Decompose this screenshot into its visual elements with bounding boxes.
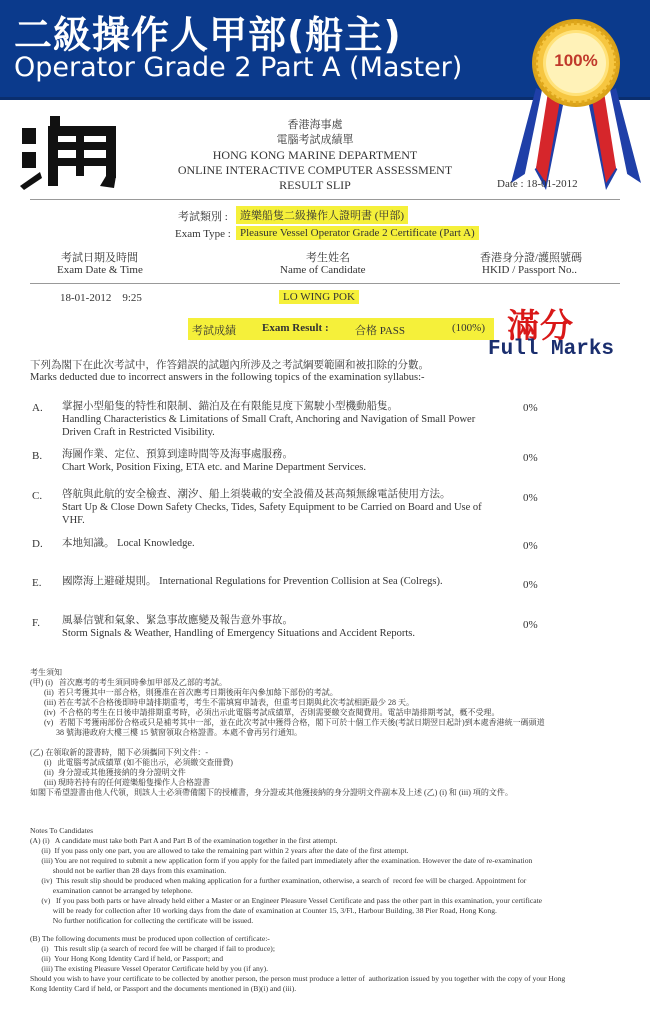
topic-letter: B. bbox=[32, 450, 43, 462]
note-line: Kong Identity Card if held, or Passport and the documents mentioned in (B)(i) and (iii). bbox=[30, 984, 297, 993]
exam-result-label-en: Exam Result : bbox=[262, 322, 329, 334]
note-line: (iv) This result slip should be produced when making application for a further examination, otherwise, a search of record fee will be charged. Appointment for bbox=[30, 876, 527, 885]
topic-letter: D. bbox=[32, 538, 43, 550]
note-line: (乙) 在領取新的證書時，閣下必須攜同下列文件：- bbox=[30, 748, 208, 757]
topic-letter: E. bbox=[32, 577, 42, 589]
topic-text bbox=[62, 575, 502, 588]
note-line: (iv) 不合格的考生在日後申請排期重考時，必須出示此電腦考試成績單，否則需要繳交查閱費用。電話申請排期考試，概不受理。 bbox=[30, 708, 500, 717]
topic-deduction: 0% bbox=[523, 619, 538, 631]
banner-title-english: Operator Grade 2 Part A (Master) bbox=[14, 52, 463, 83]
exam-result-percent: (100%) bbox=[452, 322, 485, 334]
exam-result-label-cn: 考試成績 bbox=[192, 325, 236, 337]
note-line: (iii) You are not required to submit a new application form if you apply for the failed part immediately after the examination. However the date of re-examination bbox=[30, 856, 533, 865]
header-department: HONG KONG MARINE DEPARTMENT bbox=[212, 148, 418, 162]
full-marks-chinese: 滿分 bbox=[507, 306, 573, 345]
topic-deduction: 0% bbox=[523, 492, 538, 504]
deduction-intro-cn: 下列為閣下在此次考試中，作答錯誤的試題內所涉及之考試綱要範圍和被扣除的分數。 bbox=[30, 360, 429, 371]
note-line: (ii) Your Hong Kong Identity Card if held, or Passport; and bbox=[30, 954, 223, 963]
note-line: will be ready for collection after 10 working days from the date of examination at Counter 15, 3/Fl., Harbour Building, 38 Pier Road, Hong Kong. bbox=[30, 906, 497, 915]
topic-text bbox=[62, 614, 482, 640]
note-line: (iii) 若在考試不合格後即時申請排期重考，考生不需填寫申請表，但重考日期與此次考試相距最少 28 天。 bbox=[30, 698, 414, 707]
hkid-heading-en: HKID / Passport No.. bbox=[482, 264, 578, 276]
note-line: (ii) 若只考獲其中一部合格，則獲准在首次應考日期後兩年內參加餘下部份的考試。 bbox=[30, 688, 338, 697]
note-line: (v) 若閣下考獲兩部份合格或只是補考其中一部，並在此次考試中獲得合格，閣下可於十個工作天後(考試日期翌日起計)到本處香港統一碼頭道 bbox=[30, 718, 545, 727]
medal-percent-label: 100% bbox=[554, 51, 598, 70]
topic-cn: 風暴信號和氣象、緊急事故應變及報告意外事故。 bbox=[62, 615, 293, 626]
marine-department-logo bbox=[18, 112, 126, 190]
topic-deduction: 0% bbox=[523, 402, 538, 414]
notes-english bbox=[30, 826, 565, 994]
topic-text bbox=[62, 488, 482, 527]
topic-en: Local Knowledge. bbox=[117, 538, 195, 549]
exam-date-heading-cn: 考試日期及時間 bbox=[61, 252, 138, 264]
header-assessment: ONLINE INTERACTIVE COMPUTER ASSESSMENT bbox=[177, 163, 453, 177]
exam-type-label-cn: 考試類別 : bbox=[178, 211, 228, 223]
topic-letter: F. bbox=[32, 617, 40, 629]
note-line: should not be earlier than 28 days from this examination. bbox=[30, 866, 227, 875]
full-marks-english: Full Marks bbox=[488, 338, 615, 361]
topic-text bbox=[62, 400, 482, 439]
topic-en: Start Up & Close Down Safety Checks, Tides, Safety Equipment to be Carried on Board and Use of VHF. bbox=[62, 502, 482, 526]
candidate-name-heading-cn: 考生姓名 bbox=[306, 252, 350, 264]
note-line: 考生須知 bbox=[30, 668, 62, 677]
note-line: (A) (i) A candidate must take both Part A and Part B of the examination together in the first attempt. bbox=[30, 836, 338, 845]
candidate-name-heading-en: Name of Candidate bbox=[280, 264, 366, 276]
exam-result-value: 合格 PASS bbox=[355, 325, 406, 337]
notes-chinese bbox=[30, 668, 545, 798]
note-line: (i) This result slip (a search of record fee will be charged if fail to produce); bbox=[30, 944, 275, 953]
note-line: examination cannot be arranged by telephone. bbox=[30, 886, 193, 895]
topic-letter: A. bbox=[32, 402, 43, 414]
note-line: (iii) 現時若持有的任何遊樂船隻操作人合格證書 bbox=[30, 778, 210, 787]
note-line: (iii) The existing Pleasure Vessel Operator Certificate held by you (if any). bbox=[30, 964, 269, 973]
note-line: No further notification for collecting the certificate will be issued. bbox=[30, 916, 254, 925]
exam-type-label-en: Exam Type : bbox=[175, 228, 231, 240]
note-line: (i) 此電腦考試成績單 (如不能出示，必須繳交查冊費) bbox=[30, 758, 233, 767]
topic-deduction: 0% bbox=[523, 540, 538, 552]
note-line: (甲) (i) 首次應考的考生須同時參加甲部及乙部的考試。 bbox=[30, 678, 227, 687]
award-medal-icon bbox=[506, 18, 646, 198]
topic-en: Storm Signals & Weather, Handling of Emergency Situations and Accident Reports. bbox=[62, 628, 415, 639]
note-line: 38 號海港政府大樓三樓 15 號窗領取合格證書。本處不會再另行通知。 bbox=[30, 728, 302, 737]
topic-cn: 海圖作業、定位、預算到達時間等及海事處服務。 bbox=[62, 449, 293, 460]
topic-en: International Regulations for Prevention Collision at Sea (Colregs). bbox=[159, 576, 443, 587]
topic-cn: 國際海上避碰規則。 bbox=[62, 576, 157, 587]
note-line: Should you wish to have your certificate to be collected by another person, the person must produce a letter of authorization issued by you together with the copy of your Hong bbox=[30, 974, 566, 983]
header-line-2: 電腦考試成績單 bbox=[276, 134, 354, 146]
exam-date-heading-en: Exam Date & Time bbox=[57, 264, 143, 276]
topic-deduction: 0% bbox=[523, 579, 538, 591]
topic-letter: C. bbox=[32, 490, 43, 502]
topic-en: Chart Work, Position Fixing, ETA etc. and Marine Department Services. bbox=[62, 462, 367, 473]
note-line: Notes To Candidates bbox=[30, 826, 94, 835]
note-line: (B) The following documents must be produced upon collection of certificate:- bbox=[30, 934, 270, 943]
note-line: (ii) 身分證或其他獲接納的身分證明文件 bbox=[30, 768, 186, 777]
header-line-1: 香港海事處 bbox=[287, 119, 343, 131]
exam-date-time-value: 18-01-2012 9:25 bbox=[60, 292, 142, 304]
candidate-name-value: LO WING POK bbox=[279, 290, 359, 304]
topic-text bbox=[62, 448, 482, 474]
topic-en: Handling Characteristics & Limitations of Small Craft, Anchoring and Navigation of Small Power Driven Craft in Restricted Visibility. bbox=[62, 414, 476, 438]
note-line: 如閣下希望證書由他人代領，則該人士必須帶備閣下的授權書，身分證或其他獲接納的身分證明文件副本及上述 (乙) (i) 和 (iii) 項的文件。 bbox=[30, 788, 513, 797]
topic-text bbox=[62, 537, 482, 550]
note-line: (ii) If you pass only one part, you are allowed to take the remaining part within 2 years after the date of the first attempt. bbox=[30, 846, 409, 855]
banner-title-chinese: 二級操作人甲部(船主) bbox=[14, 13, 402, 57]
slip-date: Date : 18-01-2012 bbox=[497, 178, 578, 190]
divider bbox=[30, 283, 620, 284]
deduction-intro-en: Marks deducted due to incorrect answers in the following topics of the examination syllabus:- bbox=[30, 372, 425, 383]
hkid-heading-cn: 香港身分證/護照號碼 bbox=[480, 252, 583, 264]
exam-type-value-en: Pleasure Vessel Operator Grade 2 Certificate (Part A) bbox=[236, 226, 479, 240]
note-line: (v) If you pass both parts or have already held either a Master or an Engineer Pleasure Vessel Certificate and pass the other part in this examination, your certificate bbox=[30, 896, 543, 905]
topic-cn: 本地知識。 bbox=[62, 538, 115, 549]
header-result-slip: RESULT SLIP bbox=[279, 178, 351, 192]
topic-deduction: 0% bbox=[523, 452, 538, 464]
topic-cn: 啓航與此航的安全檢查、潮汐、船上須裝載的安全設備及甚高頻無線電話使用方法。 bbox=[62, 489, 451, 500]
divider bbox=[30, 199, 620, 200]
topic-cn: 掌握小型船隻的特性和限制、錨泊及在有限能見度下駕駛小型機動船隻。 bbox=[62, 401, 398, 412]
exam-type-value-cn: 遊樂船隻二級操作人證明書 (甲部) bbox=[236, 206, 408, 224]
